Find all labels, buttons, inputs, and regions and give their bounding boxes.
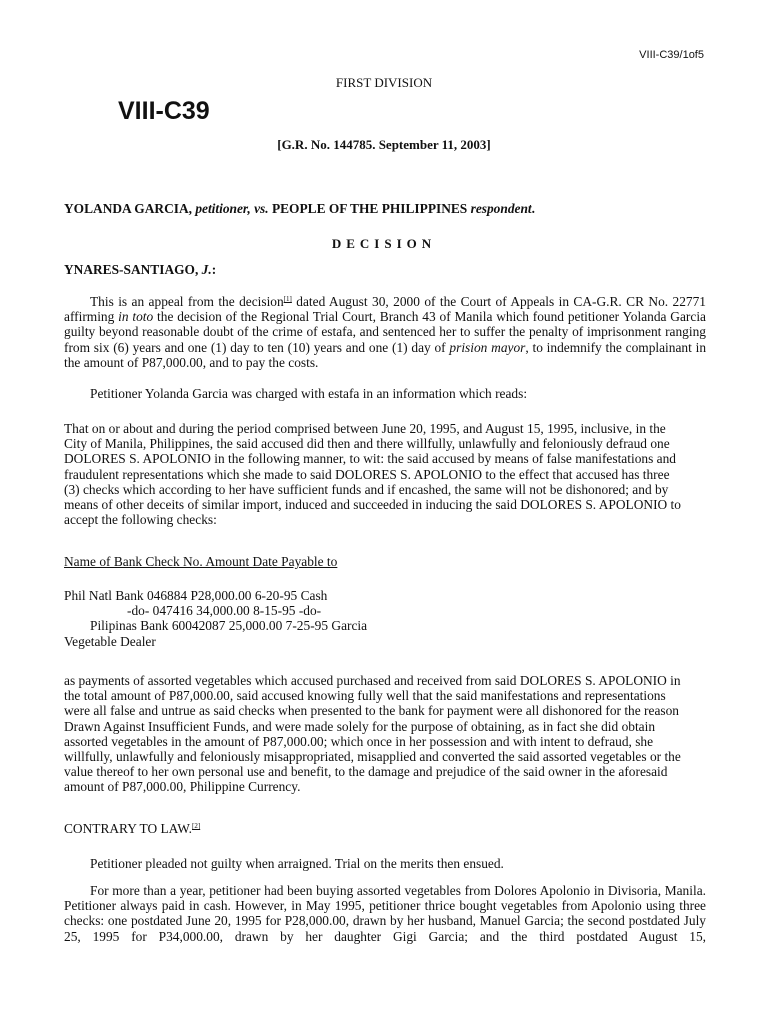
information-block bbox=[64, 421, 706, 527]
check-entry: Vegetable Dealer bbox=[64, 633, 156, 649]
footnote-link-1[interactable]: [1] bbox=[283, 295, 292, 303]
paragraph-4: For more than a year, petitioner had been buying assorted vegetables from Dolores Apolonio in Divisoria, Manila. Petitioner always paid in cash. However, in May 1995, petitioner thrice bought vegetables from Apolonio using three checks: one postdated June 20, 1995 for P28,000.00, drawn by her husband, Manuel Garcia; the second postdated July 25, 1995 for P34,000.00, drawn by her daughter Gigi Garcia; and the third postdated August 15, bbox=[64, 883, 706, 944]
check-entry: Pilipinas Bank 60042087 25,000.00 7-25-95 Garcia bbox=[90, 618, 368, 634]
continuation-line: assorted vegetables in the amount of P87,000.00; which once in her possession and with intent to defraud, she bbox=[64, 733, 654, 749]
contrary-to-law-text: CONTRARY TO LAW. bbox=[64, 821, 193, 836]
paragraph-1-text-c: the decision of the Regional Trial Court, Branch 43 of Manila which found petitioner Yolanda Garcia guilty beyond reasonable doubt of the crime of estafa, and sentenced her to suffer the penalty of imprisonment ranging from six (6) years and one (1) day to ten (10) years and one (1) day of bbox=[64, 309, 706, 355]
paragraph-1-text-a: This is an appeal from the decision bbox=[90, 294, 284, 309]
respondent-name: PEOPLE OF THE PHILIPPINES bbox=[268, 201, 468, 216]
respondent-role: respondent bbox=[467, 201, 532, 216]
paragraph-1-text-d: , to indemnify the complainant in the amount of P87,000.00, and to pay the costs. bbox=[64, 339, 707, 370]
continuation-line: value thereof to her own personal use and benefit, to the damage and prejudice of the said owner in the aforesaid bbox=[64, 764, 668, 780]
checks-header-text: Name of Bank Check No. Amount Date Payable to bbox=[64, 554, 338, 569]
check-entry: -do- 047416 34,000.00 8-15-95 -do- bbox=[127, 603, 322, 619]
continuation-line: willfully, unlawfully and feloniously misappropriated, misapplied and converted the said assorted vegetables or the bbox=[64, 749, 681, 765]
ponente-colon: : bbox=[211, 262, 217, 277]
continuation-line: amount of P87,000.00, Philippine Currency. bbox=[64, 779, 301, 795]
checks-header bbox=[64, 554, 706, 569]
case-number: [G.R. No. 144785. September 11, 2003] bbox=[277, 137, 491, 152]
petitioner-role: petitioner, vs. bbox=[191, 201, 269, 216]
ponente-title: J. bbox=[201, 262, 212, 277]
paragraph-1-text-b: dated August 30, 2000 of the Court of Appeals in CA-G.R. CR No. 22771 affirming bbox=[64, 294, 706, 325]
document-code-heading: VIII-C39 bbox=[118, 97, 210, 125]
check-entry: Phil Natl Bank 046884 P28,000.00 6-20-95 Cash bbox=[64, 588, 328, 603]
division-label: FIRST DIVISION bbox=[335, 75, 433, 90]
information-line: DOLORES S. APOLONIO in the following manner, to wit: the said accused by means of false manifestations and bbox=[64, 451, 676, 467]
prision-mayor-italic: prision mayor bbox=[449, 339, 526, 355]
paragraph-2: Petitioner Yolanda Garcia was charged with estafa in an information which reads: bbox=[90, 386, 528, 401]
paragraph-3: Petitioner pleaded not guilty when arraigned. Trial on the merits then ensued. bbox=[90, 856, 504, 871]
continuation-line: were all false and untrue as said checks when presented to the bank for payment were all dishonored for the reason bbox=[64, 703, 679, 719]
in-toto-italic: in toto bbox=[118, 309, 154, 325]
parties-end: . bbox=[531, 201, 535, 216]
information-line: accept the following checks: bbox=[64, 512, 217, 528]
checks-list bbox=[64, 588, 706, 649]
information-line: (3) checks which according to her have sufficient funds and if encashed, the same will not be dishonored; and by bbox=[64, 481, 669, 497]
information-line: That on or about and during the period comprised between June 20, 1995, and August 15, 1995, inclusive, in the bbox=[64, 421, 666, 436]
contrary-to-law bbox=[64, 821, 706, 836]
continuation-line: as payments of assorted vegetables which accused purchased and received from said DOLORES S. APOLONIO in bbox=[64, 673, 681, 688]
information-line: fraudulent representations which she made to said DOLORES S. APOLONIO to the effect that accused has three bbox=[64, 466, 670, 482]
page-reference: VIII-C39/1of5 bbox=[639, 49, 704, 61]
continuation-line: Drawn Against Insufficient Funds, and were made solely for the purpose of obtaining, as in fact she did obtain bbox=[64, 718, 656, 734]
continuation-line: the total amount of P87,000.00, said accused knowing fully well that the said manifestations and representations bbox=[64, 688, 666, 704]
information-line: City of Manila, Philippines, the said accused did then and there willfully, unlawfully and feloniously defraud one bbox=[64, 436, 670, 452]
ponente-name: YNARES-SANTIAGO, bbox=[64, 262, 202, 277]
case-parties bbox=[64, 201, 704, 216]
ponente bbox=[64, 262, 216, 277]
information-line: means of other deceits of similar import, induced and succeeded in inducing the said DOLORES S. APOLONIO to bbox=[64, 497, 681, 513]
paragraph-1 bbox=[64, 294, 706, 370]
petitioner-name: YOLANDA GARCIA, bbox=[64, 201, 192, 216]
footnote-link-2[interactable]: [2] bbox=[192, 822, 201, 830]
information-continuation bbox=[64, 673, 706, 795]
decision-heading: DECISION bbox=[331, 236, 437, 251]
